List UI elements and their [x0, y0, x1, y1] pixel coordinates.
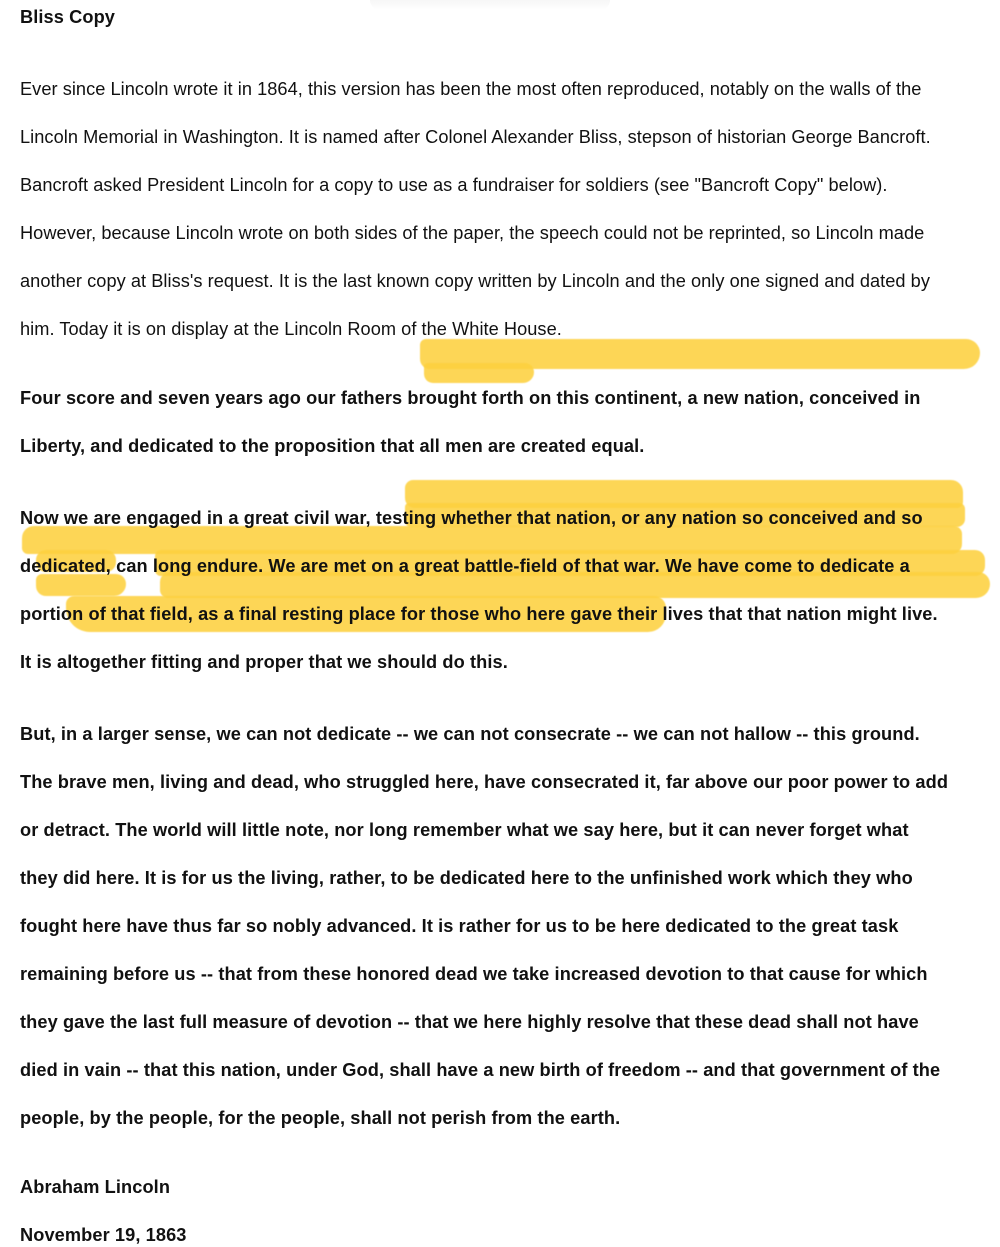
speech-line: or detract. The world will little note, nor long remember what we say here, but it can never forget what [20, 820, 909, 840]
speech-line: died in vain -- that this nation, under God, shall have a new birth of freedom -- and that government of the [20, 1060, 941, 1080]
speech-line: The brave men, living and dead, who struggled here, have consecrated it, far above our poor power to add [20, 772, 949, 792]
intro-line: Ever since Lincoln wrote it in 1864, this version has been the most often reproduced, notably on the walls of the [20, 79, 922, 99]
speech-line: Liberty, and dedicated to the proposition that all men are created equal. [20, 436, 645, 456]
document-title: Bliss Copy [20, 7, 115, 27]
intro-paragraph [0, 24, 1000, 339]
highlight-stroke [424, 363, 534, 383]
speech-line: portion of that field, as a final resting place for those who here gave their lives that that nation might live. [20, 604, 938, 624]
speech-line: people, by the people, for the people, shall not perish from the earth. [20, 1108, 621, 1128]
signature-name: Abraham Lincoln [20, 1177, 171, 1197]
intro-line: another copy at Bliss's request. It is the last known copy written by Lincoln and the only one signed and dated by [20, 271, 930, 291]
speech-line: Now we are engaged in a great civil war, testing whether that nation, or any nation so conceived and so [20, 508, 923, 528]
intro-line: him. Today it is on display at the Lincoln Room of the White House. [20, 319, 562, 339]
speech-line: dedicated, can long endure. We are met on a great battle-field of that war. We have come to dedicate a [20, 556, 910, 576]
speech-line: Four score and seven years ago our fathers brought forth on this continent, a new nation, conceived in [20, 388, 921, 408]
speech-line: But, in a larger sense, we can not dedicate -- we can not consecrate -- we can not hallow -- this ground. [20, 724, 920, 744]
speech-line: fought here have thus far so nobly advanced. It is rather for us to be here dedicated to the great task [20, 916, 899, 936]
speech-line: It is altogether fitting and proper that we should do this. [20, 652, 508, 672]
intro-line: Lincoln Memorial in Washington. It is named after Colonel Alexander Bliss, stepson of historian George Bancroft. [20, 127, 931, 147]
speech-line: they gave the last full measure of devotion -- that we here highly resolve that these dead shall not have [20, 1012, 919, 1032]
intro-line: Bancroft asked President Lincoln for a copy to use as a fundraiser for soldiers (see "Bancroft Copy" below). [20, 175, 888, 195]
intro-line: However, because Lincoln wrote on both sides of the paper, the speech could not be reprinted, so Lincoln made [20, 223, 925, 243]
speech-line: remaining before us -- that from these honored dead we take increased devotion to that cause for which [20, 964, 928, 984]
speech-line: they did here. It is for us the living, rather, to be dedicated here to the unfinished work which they who [20, 868, 913, 888]
signature-date: November 19, 1863 [20, 1225, 187, 1245]
